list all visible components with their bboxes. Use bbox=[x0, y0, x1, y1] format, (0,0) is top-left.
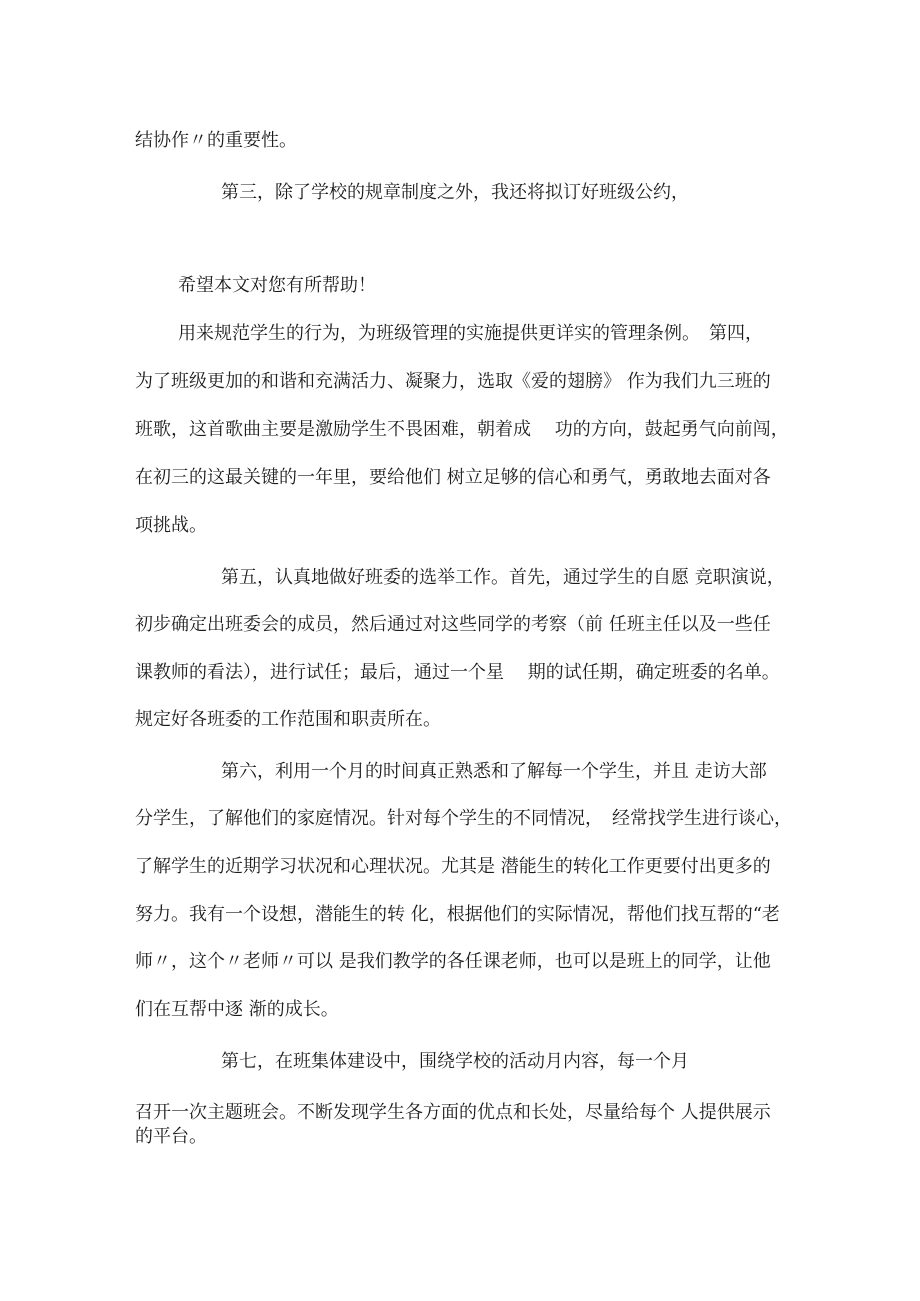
text-line: 为了班级更加的和谐和充满活力、凝聚力，选取《爱的翅膀》 作为我们九三班的 bbox=[135, 371, 771, 392]
text-line: 希望本文对您有所帮助！ bbox=[178, 275, 376, 296]
text-line: 分学生，了解他们的家庭情况。针对每个学生的不同情况， 经常找学生进行谈心， bbox=[135, 808, 792, 829]
text-line: 课教师的看法），进行试任；最后，通过一个星 期的试任期，确定班委的名单。 bbox=[135, 662, 780, 683]
text-line: 用来规范学生的行为，为班级管理的实施提供更详实的管理条例。 第四， bbox=[178, 323, 763, 344]
text-line: 规定好各班委的工作范围和职责所在。 bbox=[135, 709, 441, 730]
text-line: 们在互帮中逐 渐的成长。 bbox=[135, 999, 339, 1020]
text-line: 项挑战。 bbox=[135, 515, 207, 536]
text-line: 的平台。 bbox=[135, 1126, 207, 1147]
text-line: 第三，除了学校的规章制度之外，我还将拟订好班级公约， bbox=[221, 182, 689, 203]
text-line: 努力。我有一个设想，潜能生的转 化，根据他们的实际情况，帮他们找互帮的“老 bbox=[135, 904, 780, 925]
text-line: 初步确定出班委会的成员，然后通过对这些同学的考察（前 任班主任以及一些任 bbox=[135, 614, 771, 635]
text-line: 第七，在班集体建设中，围绕学校的活动月内容，每一个月 bbox=[221, 1051, 689, 1072]
text-line: 班歌，这首歌曲主要是激励学生不畏困难，朝着成 功的方向，鼓起勇气向前闯， bbox=[135, 419, 789, 440]
text-line: 召开一次主题班会。不断发现学生各方面的优点和长处，尽量给每个 人提供展示 bbox=[135, 1102, 771, 1123]
text-line: 师〃，这个〃老师〃可以 是我们教学的各任课老师，也可以是班上的同学，让他 bbox=[135, 951, 771, 972]
text-line: 了解学生的近期学习状况和心理状况。尤其是 潜能生的转化工作更要付出更多的 bbox=[135, 856, 771, 877]
text-line: 结协作〃的重要性。 bbox=[135, 130, 297, 151]
text-line: 第五，认真地做好班委的选举工作。首先，通过学生的自愿 竞职演说， bbox=[221, 567, 785, 588]
text-line: 在初三的这最关键的一年里，要给他们 树立足够的信心和勇气，勇敢地去面对各 bbox=[135, 467, 771, 488]
text-line: 第六，利用一个月的时间真正熟悉和了解每一个学生，并且 走访大部 bbox=[221, 761, 767, 782]
